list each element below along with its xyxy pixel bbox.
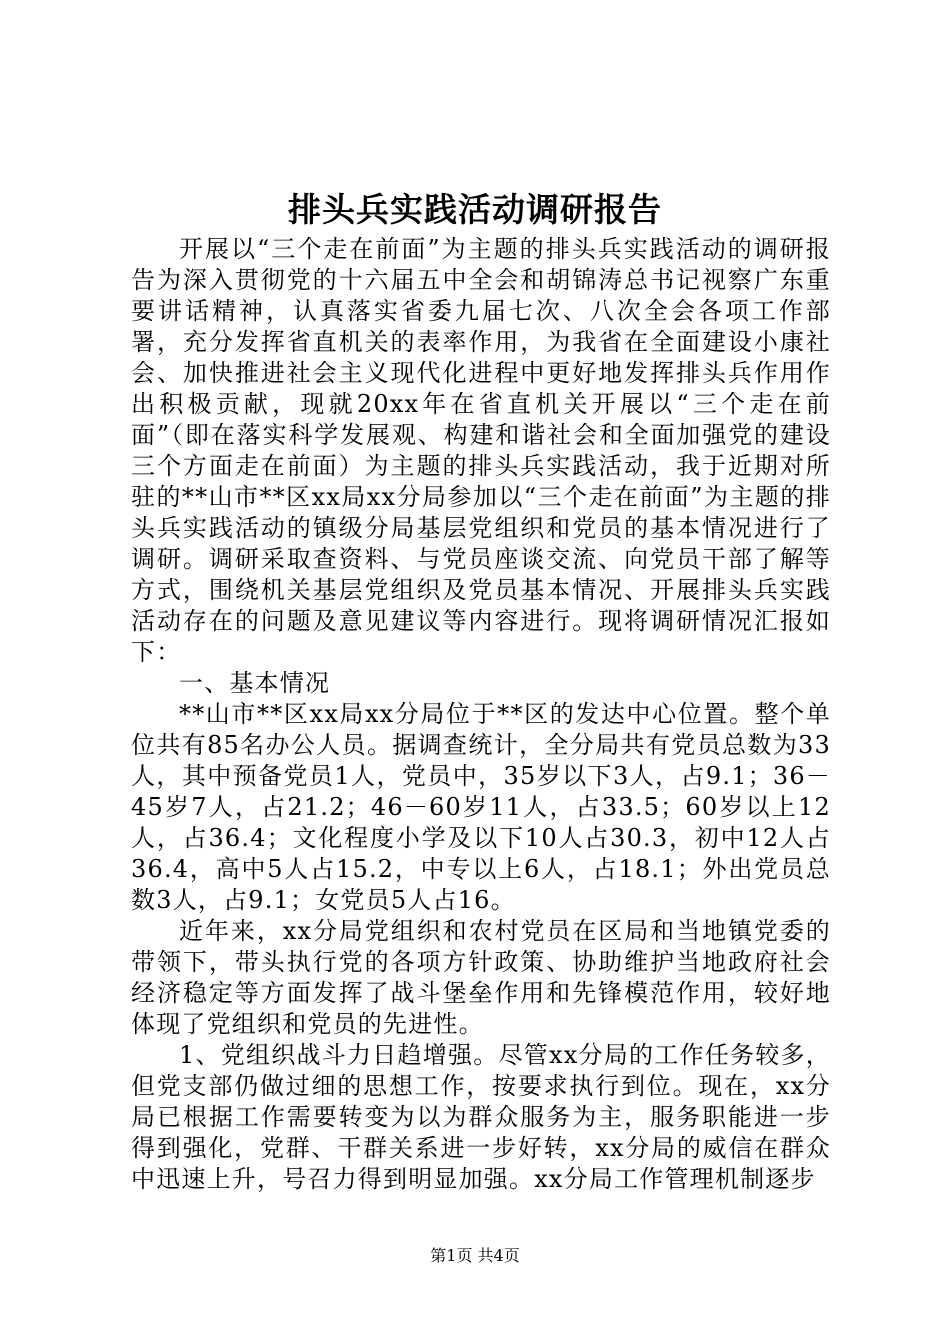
paragraph-point-1: 1、党组织战斗力日趋增强。尽管xx分局的工作任务较多，但党支部仍做过细的思想工作，按要求执行到位。现在，xx分局已根据工作需要转变为以为群众服务为主，服务职能进一步得到强化，党群、干群关系进一步好转，xx分局的威信在群众中迅速上升，号召力得到明显加强。xx分局工作管理机制逐步 <box>131 1041 831 1193</box>
paragraph-statistics: **山市**区xx局xx分局位于**区的发达中心位置。整个单位共有85名办公人员。据调查统计，全分局共有党员总数为33人，其中预备党员1人，党员中，35岁以下3人，占9.1；36－45岁7人，占21.2；46－60岁11人，占33.5；60岁以上12人，占36.4；文化程度小学及以下10人占30.3，初中12人占36.4，高中5人占15.2，中专以上6人，占18.1；外出党员总数3人，占9.1；女党员5人占16。 <box>131 700 831 914</box>
section-heading-basic-info: 一、基本情况 <box>179 669 331 697</box>
paragraph-intro: 开展以“三个走在前面”为主题的排头兵实践活动的调研报告为深入贯彻党的十六届五中全会和胡锦涛总书记视察广东重要讲话精神，认真落实省委九届七次、八次全会各项工作部署，充分发挥省直机关的表率作用，为我省在全面建设小康社会、加快推进社会主义现代化进程中更好地发挥排头兵作用作出积极贡献，现就20xx年在省直机关开展以“三个走在前面”（即在落实科学发展观、构建和谐社会和全面加强党的建设三个方面走在前面）为主题的排头兵实践活动，我于近期对所驻的**山市**区xx局xx分局参加以“三个走在前面”为主题的排头兵实践活动的镇级分局基层党组织和党员的基本情况进行了调研。调研采取查资料、与党员座谈交流、向党员干部了解等方式，围绕机关基层党组织及党员基本情况、开展排头兵实践活动存在的问题及意见建议等内容进行。现将调研情况汇报如下： <box>131 235 831 666</box>
document-body <box>131 234 831 1195</box>
paragraph-recent-years: 近年来，xx分局党组织和农村党员在区局和当地镇党委的带领下，带头执行党的各项方针政策、协助维护当地政府社会经济稳定等方面发挥了战斗堡垒作用和先锋模范作用，较好地体现了党组织和党员的先进性。 <box>131 917 831 1038</box>
document-title: 排头兵实践活动调研报告 <box>288 190 662 229</box>
page-footer: 第1页 共4页 <box>430 1246 520 1265</box>
